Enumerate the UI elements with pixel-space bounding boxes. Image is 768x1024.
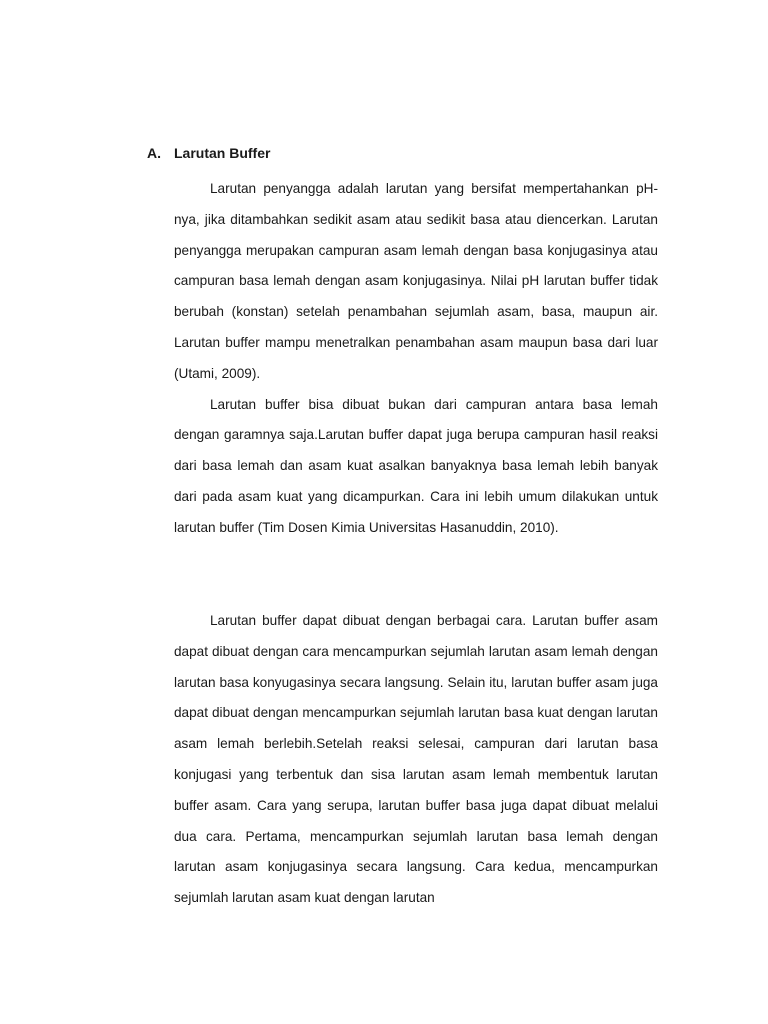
paragraph-3: Larutan buffer dapat dibuat dengan berbagai cara. Larutan buffer asam dapat dibuat dengan cara mencampurkan sejumlah larutan asam lemah dengan larutan basa konyugasinya secara langsung. Selain itu, larutan buffer asam juga dapat dibuat dengan mencampurkan sejumlah larutan basa kuat dengan larutan asam lemah berlebih.Setelah reaksi selesai, campuran dari larutan basa konjugasi yang terbentuk dan sisa larutan asam lemah membentuk larutan buffer asam. Cara yang serupa, larutan buffer basa juga dapat dibuat melalui dua cara. Pertama, mencampurkan sejumlah larutan basa lemah dengan larutan asam konjugasinya secara langsung. Cara kedua, mencampurkan sejumlah larutan asam kuat dengan larutan — [174, 613, 658, 906]
section-title: Larutan Buffer — [174, 145, 271, 161]
body-text-block-2 — [174, 606, 658, 914]
section-heading — [147, 143, 270, 163]
body-text-block-1 — [174, 174, 658, 544]
section-number: A. — [147, 145, 161, 161]
paragraph-1: Larutan penyangga adalah larutan yang bersifat mempertahankan pH-nya, jika ditambahkan sedikit asam atau sedikit basa atau diencerkan. Larutan penyangga merupakan campuran asam lemah dengan basa konjugasinya atau campuran basa lemah dengan asam konjugasinya. Nilai pH larutan buffer tidak berubah (konstan) setelah penambahan sejumlah asam, basa, maupun air. Larutan buffer mampu menetralkan penambahan asam maupun basa dari luar (Utami, 2009). — [174, 181, 658, 381]
paragraph-2: Larutan buffer bisa dibuat bukan dari campuran antara basa lemah dengan garamnya saja.Larutan buffer dapat juga berupa campuran hasil reaksi dari basa lemah dan asam kuat asalkan banyaknya basa lemah lebih banyak dari pada asam kuat yang dicampurkan. Cara ini lebih umum dilakukan untuk larutan buffer (Tim Dosen Kimia Universitas Hasanuddin, 2010). — [174, 396, 658, 535]
